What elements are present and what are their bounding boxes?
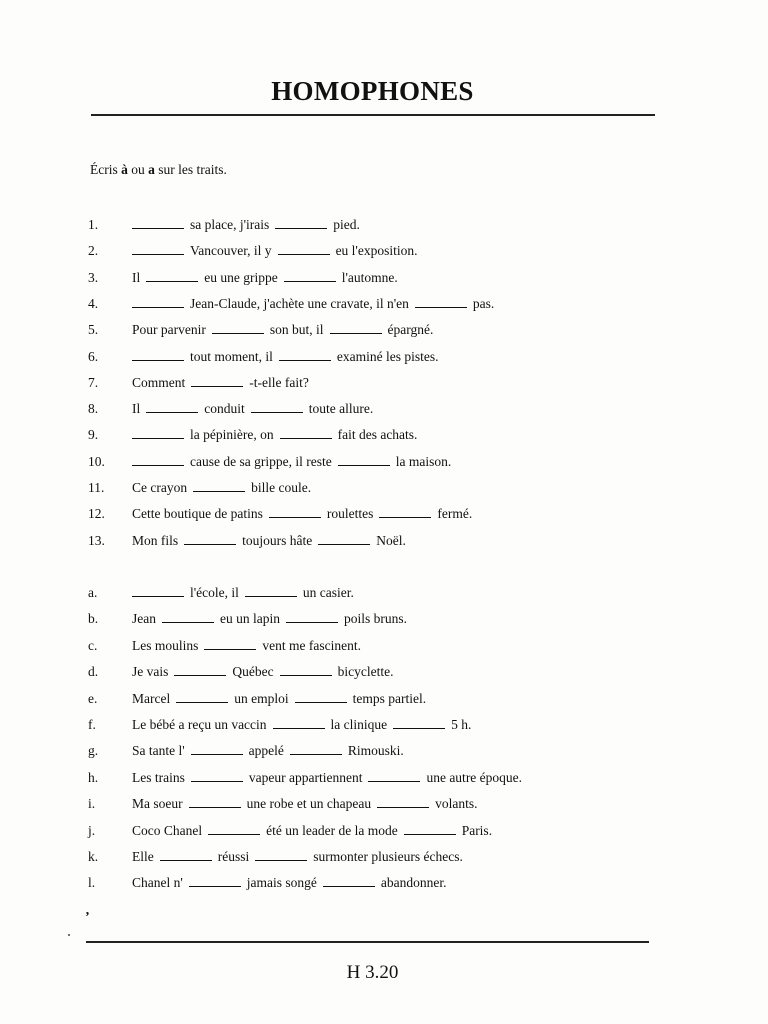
- item-number: 11.: [88, 480, 105, 495]
- sentence-text: abandonner.: [380, 875, 447, 891]
- answer-blank[interactable]: [290, 742, 342, 755]
- sentence-text: 5 h.: [451, 717, 472, 732]
- instruction-option-2: a: [148, 162, 155, 177]
- answer-blank[interactable]: [279, 348, 331, 361]
- answer-blank[interactable]: [280, 663, 332, 676]
- answer-blank[interactable]: [377, 795, 429, 808]
- answer-blank[interactable]: [191, 374, 243, 387]
- exercise-row: [0, 268, 768, 288]
- answer-blank[interactable]: [255, 848, 307, 861]
- sentence-text: épargné.: [387, 322, 434, 338]
- sentence-text: fermé.: [437, 506, 473, 522]
- item-sentence: [132, 715, 471, 735]
- item-sentence: [132, 320, 433, 340]
- item-number: 2.: [88, 243, 99, 259]
- answer-blank[interactable]: [160, 848, 212, 861]
- answer-blank[interactable]: [146, 269, 198, 282]
- item-number: l.: [88, 875, 96, 891]
- sentence-text: Coco Chanel: [132, 822, 203, 838]
- sentence-text: son but, il: [269, 322, 324, 338]
- answer-blank[interactable]: [189, 874, 241, 887]
- item-number: i.: [88, 796, 96, 812]
- item-sentence: [132, 215, 360, 235]
- item-number: 13.: [88, 532, 105, 548]
- sentence-text: l'automne.: [341, 269, 398, 285]
- answer-blank[interactable]: [318, 532, 370, 545]
- answer-blank[interactable]: [415, 295, 467, 308]
- answer-blank[interactable]: [132, 426, 184, 439]
- answer-blank[interactable]: [204, 637, 256, 650]
- answer-blank[interactable]: [132, 216, 184, 229]
- instruction-before: Écris: [90, 162, 122, 177]
- sentence-text: une robe et un chapeau: [246, 796, 372, 812]
- exercise-row: [0, 294, 768, 314]
- answer-blank[interactable]: [269, 505, 321, 518]
- item-sentence: [132, 425, 417, 445]
- sentence-text: bicyclette.: [337, 664, 394, 680]
- sentence-text: Sa tante l': [132, 743, 185, 759]
- exercise-row: [0, 504, 768, 524]
- item-sentence: [132, 794, 477, 814]
- sentence-text: Mon fils: [132, 532, 179, 548]
- item-number: 3.: [88, 269, 99, 285]
- sentence-text: cause de sa grippe, il reste: [190, 453, 332, 469]
- answer-blank[interactable]: [193, 479, 245, 492]
- answer-blank[interactable]: [176, 690, 228, 703]
- item-sentence: [132, 847, 463, 867]
- item-number: c.: [88, 637, 98, 653]
- item-sentence: [132, 873, 447, 893]
- sentence-text: Il: [132, 269, 141, 285]
- answer-blank[interactable]: [393, 716, 445, 729]
- item-number: 4.: [88, 295, 99, 311]
- item-number: 10.: [88, 453, 105, 469]
- sentence-text: temps partiel.: [352, 690, 427, 706]
- sentence-text: volants.: [435, 796, 478, 812]
- sentence-text: Québec: [232, 664, 274, 680]
- instruction-after: sur les traits.: [154, 162, 227, 177]
- answer-blank[interactable]: [174, 663, 226, 676]
- exercise-row: [0, 794, 768, 814]
- sentence-text: Il: [132, 401, 141, 417]
- sentence-text: réussi: [217, 849, 250, 864]
- sentence-text: jamais songé: [246, 875, 317, 891]
- answer-blank[interactable]: [245, 584, 297, 597]
- item-number: 1.: [88, 217, 99, 232]
- sentence-text: une autre époque.: [426, 769, 523, 785]
- exercise-row: [0, 478, 768, 498]
- answer-blank[interactable]: [295, 690, 347, 703]
- sentence-text: Cette boutique de patins: [132, 506, 263, 522]
- exercise-row: [0, 741, 768, 761]
- item-number: 5.: [88, 322, 99, 338]
- sentence-text: Vancouver, il y: [190, 243, 272, 259]
- sentence-text: l'école, il: [190, 585, 239, 600]
- exercise-row: [0, 347, 768, 367]
- sentence-text: Les moulins: [132, 637, 199, 653]
- sentence-text: pas.: [472, 295, 495, 311]
- sentence-text: appelé: [248, 743, 284, 759]
- exercise-row: [0, 373, 768, 393]
- answer-blank[interactable]: [284, 269, 336, 282]
- sentence-text: examiné les pistes.: [336, 348, 439, 364]
- sentence-text: Rimouski.: [347, 743, 404, 759]
- answer-blank[interactable]: [338, 453, 390, 466]
- item-sentence: [132, 662, 393, 682]
- answer-blank[interactable]: [132, 584, 184, 597]
- bottom-divider: [86, 941, 649, 943]
- item-sentence: [132, 689, 426, 709]
- item-sentence: [132, 399, 373, 419]
- sentence-text: eu un lapin: [220, 611, 280, 627]
- answer-blank[interactable]: [132, 295, 184, 308]
- answer-blank[interactable]: [278, 242, 330, 255]
- answer-blank[interactable]: [191, 742, 243, 755]
- exercise-row: [0, 399, 768, 419]
- sentence-text: tout moment, il: [190, 348, 273, 364]
- item-sentence: [132, 768, 522, 788]
- sentence-text: bille coule.: [251, 480, 312, 495]
- item-sentence: [132, 636, 361, 656]
- sentence-text: Les trains: [132, 769, 185, 785]
- exercise-row: [0, 241, 768, 261]
- sentence-text: un emploi: [234, 690, 289, 706]
- answer-blank[interactable]: [146, 400, 198, 413]
- answer-blank[interactable]: [132, 348, 184, 361]
- sentence-text: Je vais: [132, 664, 169, 680]
- sentence-text: pied.: [333, 217, 360, 232]
- answer-blank[interactable]: [184, 532, 236, 545]
- exercise-row: [0, 715, 768, 735]
- sentence-text: surmonter plusieurs échecs.: [313, 849, 463, 864]
- sentence-text: poils bruns.: [344, 611, 408, 627]
- instruction-option-1: à: [121, 162, 128, 177]
- sentence-text: eu l'exposition.: [335, 243, 418, 259]
- answer-blank[interactable]: [275, 216, 327, 229]
- page-title: HOMOPHONES: [271, 76, 474, 106]
- sentence-text: vent me fascinent.: [262, 637, 361, 653]
- item-sentence: [132, 741, 404, 761]
- exercise-row: [0, 821, 768, 841]
- item-sentence: [132, 373, 309, 393]
- item-number: h.: [88, 769, 99, 785]
- item-number: d.: [88, 664, 99, 680]
- sentence-text: Ce crayon: [132, 480, 188, 495]
- exercise-row: [0, 452, 768, 472]
- sentence-text: Pour parvenir: [132, 322, 206, 338]
- exercise-row: [0, 873, 768, 893]
- sentence-text: Paris.: [461, 822, 493, 838]
- margin-mark: ’: [85, 910, 90, 925]
- sentence-text: eu une grippe: [204, 269, 278, 285]
- answer-blank[interactable]: [212, 321, 264, 334]
- item-number: e.: [88, 690, 98, 706]
- sentence-text: vapeur appartiennent: [248, 769, 363, 785]
- answer-blank[interactable]: [379, 505, 431, 518]
- answer-blank[interactable]: [208, 822, 260, 835]
- answer-blank[interactable]: [251, 400, 303, 413]
- exercise-row: [0, 215, 768, 235]
- item-sentence: [132, 478, 311, 498]
- item-number: 12.: [88, 506, 105, 522]
- answer-blank[interactable]: [404, 822, 456, 835]
- sentence-text: Jean: [132, 611, 156, 627]
- exercise-row: [0, 531, 768, 551]
- sentence-text: Ma soeur: [132, 796, 183, 812]
- item-number: 7.: [88, 374, 99, 390]
- item-sentence: [132, 821, 492, 841]
- exercise-row: [0, 689, 768, 709]
- item-sentence: [132, 294, 494, 314]
- item-sentence: [132, 583, 354, 603]
- item-sentence: [132, 347, 438, 367]
- item-number: g.: [88, 743, 99, 759]
- page-code: H 3.20: [346, 962, 399, 983]
- item-number: 6.: [88, 348, 99, 364]
- item-sentence: [132, 531, 406, 551]
- exercise-row: [0, 583, 768, 603]
- sentence-text: Jean-Claude, j'achète une cravate, il n'en: [190, 295, 409, 311]
- item-number: a.: [88, 585, 98, 600]
- item-number: b.: [88, 611, 99, 627]
- top-divider: [91, 114, 655, 116]
- exercise-row: [0, 636, 768, 656]
- sentence-text: toujours hâte: [242, 532, 313, 548]
- scan-speck: [68, 934, 70, 936]
- sentence-text: la pépinière, on: [190, 427, 274, 443]
- sentence-text: Marcel: [132, 690, 171, 706]
- answer-blank[interactable]: [191, 769, 243, 782]
- answer-blank[interactable]: [286, 610, 338, 623]
- sentence-text: sa place, j'irais: [190, 217, 270, 232]
- sentence-text: fait des achats.: [337, 427, 418, 443]
- answer-blank[interactable]: [368, 769, 420, 782]
- item-sentence: [132, 504, 472, 524]
- sentence-text: été un leader de la mode: [266, 822, 398, 838]
- sentence-text: roulettes: [326, 506, 374, 522]
- answer-blank[interactable]: [273, 716, 325, 729]
- sentence-text: -t-elle fait?: [249, 374, 309, 390]
- sentence-text: toute allure.: [308, 401, 374, 417]
- item-number: k.: [88, 849, 99, 864]
- item-number: 8.: [88, 401, 99, 417]
- exercise-row: [0, 847, 768, 867]
- exercise-row: [0, 425, 768, 445]
- sentence-text: conduit: [204, 401, 245, 417]
- exercise-row: [0, 662, 768, 682]
- answer-blank[interactable]: [132, 453, 184, 466]
- instruction-middle: ou: [127, 162, 149, 177]
- sentence-text: Elle: [132, 849, 154, 864]
- exercise-row: [0, 609, 768, 629]
- sentence-text: Chanel n': [132, 875, 183, 891]
- item-sentence: [132, 268, 398, 288]
- item-sentence: [132, 609, 407, 629]
- sentence-text: Noël.: [376, 532, 406, 548]
- answer-blank[interactable]: [189, 795, 241, 808]
- exercise-row: [0, 320, 768, 340]
- sentence-text: un casier.: [302, 585, 354, 600]
- exercise-row: [0, 768, 768, 788]
- sentence-text: la clinique: [330, 717, 388, 732]
- answer-blank[interactable]: [330, 321, 382, 334]
- sentence-text: la maison.: [395, 453, 452, 469]
- answer-blank[interactable]: [132, 242, 184, 255]
- instruction-text: [90, 162, 227, 178]
- answer-blank[interactable]: [162, 610, 214, 623]
- sentence-text: Le bébé a reçu un vaccin: [132, 717, 267, 732]
- item-sentence: [132, 452, 451, 472]
- item-number: 9.: [88, 427, 99, 443]
- item-number: f.: [88, 717, 96, 732]
- answer-blank[interactable]: [280, 426, 332, 439]
- answer-blank[interactable]: [323, 874, 375, 887]
- item-number: j.: [88, 822, 96, 838]
- sentence-text: Comment: [132, 374, 186, 390]
- item-sentence: [132, 241, 418, 261]
